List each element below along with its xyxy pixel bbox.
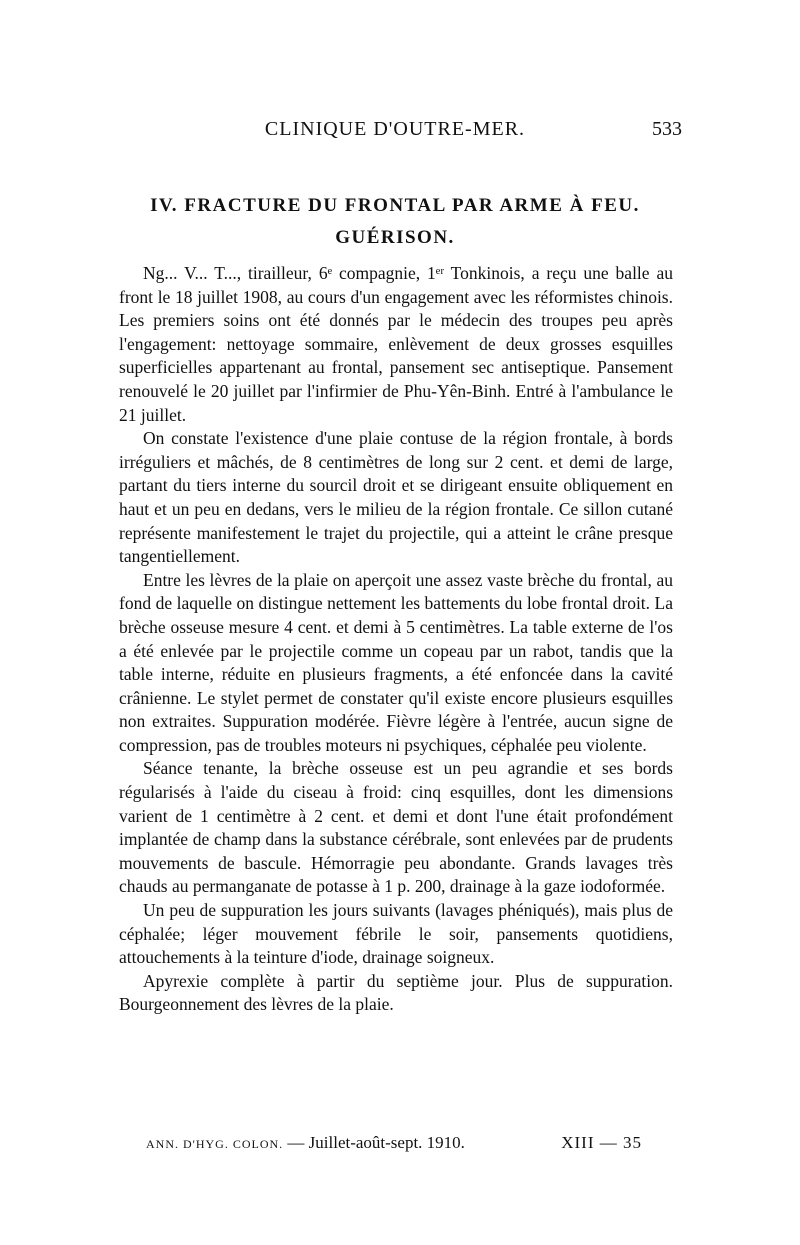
issue-date: — Juillet-août-sept. 1910. — [287, 1133, 465, 1152]
article-title-line-1: IV. FRACTURE DU FRONTAL PAR ARME À FEU. — [150, 195, 640, 216]
paragraph: On constate l'existence d'une plaie contuse de la région frontale, à bords irréguliers et mâchés, de 8 centimètres de long sur 2 cent. et demi de large, partant du tiers interne du sourcil droit et se dirigeant ensuite obliquement en haut et un peu en dedans, vers le milieu de la région frontale. Ce sillon cutané représente manifestement le trajet du projectile, qui a atteint le crâne presque tangentiellement. — [119, 428, 673, 567]
article-title-line-2: GUÉRISON. — [335, 227, 455, 248]
paragraph: Séance tenante, la brèche osseuse est un peu agrandie et ses bords régularisés à l'aide du ciseau à froid: cinq esquilles, dont les dimensions varient de 1 centimètre à 2 cent. et demi et dont l'une était profondément implantée de champ dans la substance cérébrale, sont enlevées par de prudents mouvements de bascule. Hémorragie peu abondante. Grands lavages très chauds au permanganate de potasse à 1 p. 200, drainage à la gaze iodoformée. — [119, 758, 673, 897]
paragraph: Entre les lèvres de la plaie on aperçoit une assez vaste brèche du frontal, au fond de laquelle on distingue nettement les battements du lobe frontal droit. La brèche osseuse mesure 4 cent. et demi à 5 centimètres. La table externe de l'os a été enlevée par le projectile comme un copeau par un rabot, tandis que la table interne, réduite en plusieurs fragments, a été enfoncée dans la cavité crânienne. Le stylet permet de constater qu'il existe encore plusieurs esquilles non extraites. Suppuration modérée. Fièvre légère à l'entrée, aucun signe de compression, pas de troubles moteurs ni psychiques, céphalée peu violente. — [119, 569, 673, 755]
article-title — [108, 190, 682, 254]
paragraph: Un peu de suppuration les jours suivants (lavages phéniqués), mais plus de céphalée; léger mouvement fébrile le soir, pansements quotidiens, attouchements à la teinture d'iode, drainage soigneux. — [119, 900, 673, 968]
journal-abbreviation: ANN. D'HYG. COLON. — [146, 1137, 284, 1151]
running-head — [108, 118, 682, 144]
running-title: CLINIQUE D'OUTRE-MER. — [264, 118, 526, 140]
page-footer — [146, 1133, 642, 1159]
page-number: 533 — [652, 118, 682, 140]
paragraph: Ng... V... T..., tirailleur, 6ᵉ compagnie, 1ᵉʳ Tonkinois, a reçu une balle au front le 18 juillet 1908, au cours d'un engagement avec les réformistes chinois. Les premiers soins ont été donnés par le médecin des troupes peu après l'engagement: nettoyage sommaire, enlèvement de deux grosses esquilles superficielles appartenant au frontal, pansement sec antiseptique. Pansement renouvelé le 20 juillet par l'infirmier de Phu-Yên-Binh. Entré à l'ambulance le 21 juillet. — [119, 263, 673, 425]
printer-signature: XIII — 35 — [561, 1133, 642, 1152]
footer-journal — [146, 1133, 465, 1153]
article-body — [119, 262, 673, 1017]
paragraph: Apyrexie complète à partir du septième jour. Plus de suppuration. Bourgeonnement des lèvres de la plaie. — [119, 970, 673, 1015]
